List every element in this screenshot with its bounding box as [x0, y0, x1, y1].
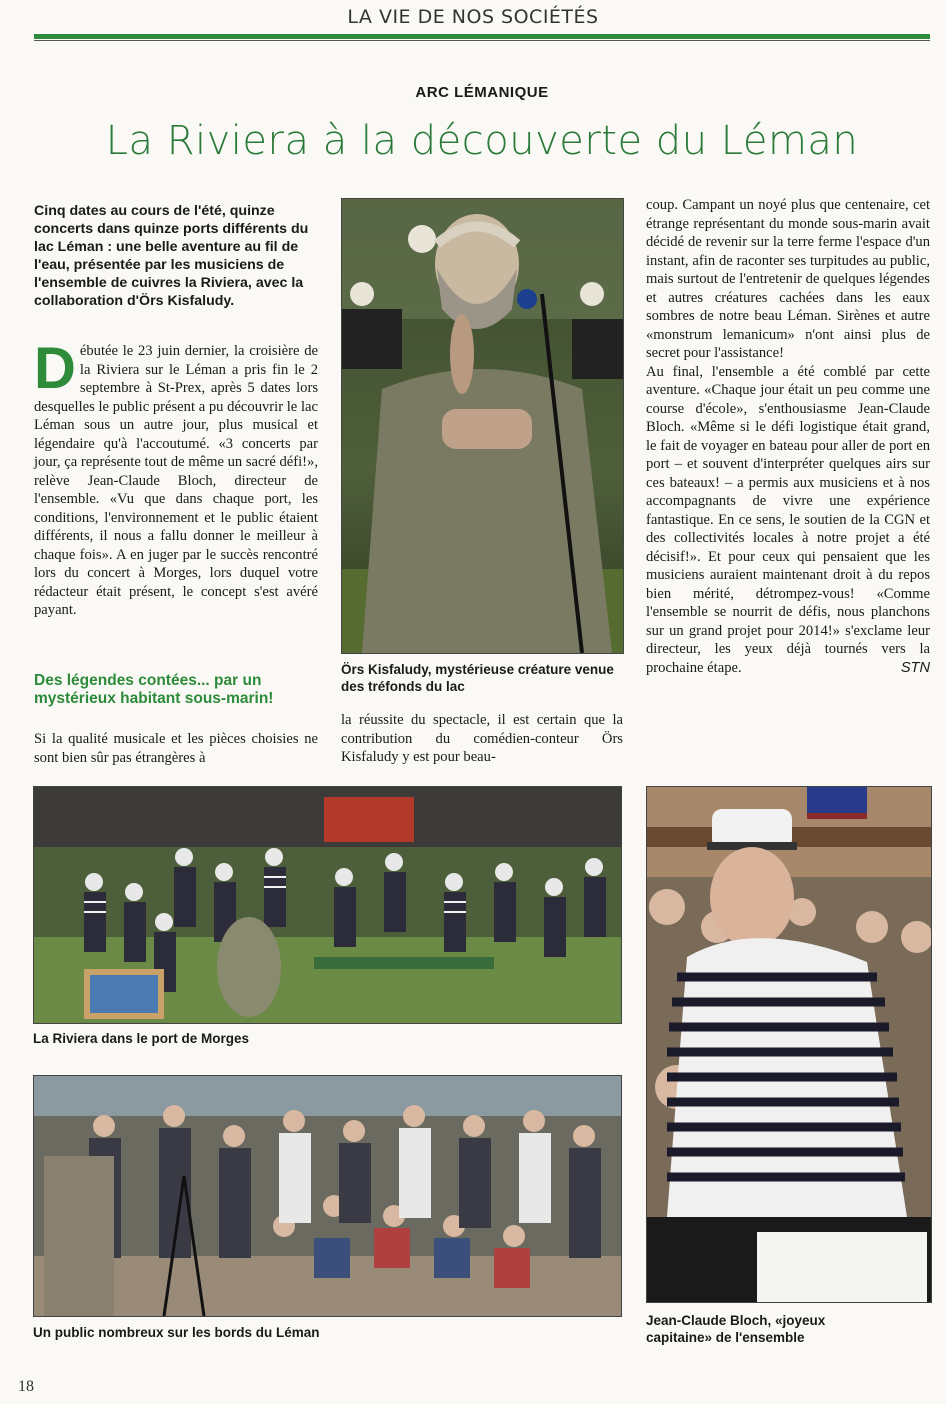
band-photo [33, 786, 622, 1024]
drop-cap: D [34, 336, 76, 401]
crowd-photo [33, 1075, 622, 1317]
article-subhead: Des légendes contées... par un mystérieux habitant sous-marin! [34, 672, 274, 707]
header-rule-thin [34, 40, 930, 41]
article-lead: Cinq dates au cours de l'été, quinze concerts dans quinze ports différents du lac Léman : une belle aventure au fil de l'eau, présentée par les musiciens de l'ensemble de cuivres la Riviera, avec la collaboration d'Örs Kisfaludy. [34, 203, 309, 309]
body-paragraph-5: Au final, l'ensemble a été comblé par cette aventure. «Chaque jour était un peu comme une course d'école», s'enthousiasme Jean-Claude Bloch. «Même si le défi logistique était grand, le fait de voyager en bateau pour aller de port en port – et souvent d'interpréter quelques airs sur ces bateaux! – a permis aux musiciens et à nos accompagnants de vivre une expérience fantastique. En ce sens, le soutien de la CGN et des collectivités locales à notre projet a été décisif!». Et pour ceux qui pensaient que les musiciens auraient maintenant droit à du repos bien mérité, détrompez-vous! «Comme l'ensemble se nourrit de défis, nous planchons sur un grand projet pour 2014!» s'exclame leur directeur, les yeux déjà tournés vers la prochaine étape. [646, 363, 930, 676]
body-paragraph-2: Si la qualité musicale et les pièces choisies ne sont bien sûr pas étrangères à [34, 731, 318, 766]
crowd-caption: Un public nombreux sur les bords du Léman [33, 1325, 320, 1340]
page-number: 18 [18, 1378, 34, 1395]
storyteller-caption: Örs Kisfaludy, mystérieuse créature venue des tréfonds du lac [341, 662, 614, 694]
section-header: LA VIE DE NOS SOCIÉTÉS [347, 6, 599, 28]
conductor-photo [646, 786, 932, 1303]
body-paragraph-3: la réussite du spectacle, il est certain que la contribution du comédien-conteur Örs Kisfaludy y est pour beau- [341, 712, 623, 765]
storyteller-photo [341, 198, 624, 654]
article-kicker: ARC LÉMANIQUE [415, 84, 549, 101]
body-paragraph-1: ébutée le 23 juin dernier, la croisière de la Riviera sur le Léman a pris fin le 2 septembre à St-Prex, après 5 dates lors desquelles le public présent a pu découvrir le lac Léman sous un autre jour, plus musical et légendaire qu'à l'accoutumé. «3 concerts par jour, ça représente tout de même un sacré défi!», relève Jean-Claude Bloch, directeur de l'ensemble. «Vu que dans chaque port, les conditions, l'environnement et le public étaient différents, il nous a fallu donner le meilleur à chaque fois». A en juger par le succès rencontré lors du concert à Morges, lors duquel votre rédacteur était présent, le concept s'est avéré payant. [34, 343, 318, 618]
body-column-3 [646, 196, 930, 677]
author-signature: STN [900, 659, 930, 676]
body-paragraph-4: coup. Campant un noyé plus que centenaire, cet étrange représentant du monde sous-marin avait décidé de revenir sur la terre ferme l'espace d'un instant, afin de raconter ses turpitudes au public, mais surtout de l'entretenir de quelques légendes et autres créatures cachées dans les eaux sombres de notre beau Léman. Sirènes et autre «monstrum lemanicum» n'ont ainsi plus de secret pour l'assistance! [646, 197, 930, 361]
header-rule [34, 34, 930, 39]
body-column-1 [34, 336, 318, 620]
conductor-caption: Jean-Claude Bloch, «joyeux capitaine» de l'ensemble [646, 1313, 826, 1345]
article-title: La Riviera à la découverte du Léman [105, 118, 859, 164]
band-caption: La Riviera dans le port de Morges [33, 1031, 250, 1046]
